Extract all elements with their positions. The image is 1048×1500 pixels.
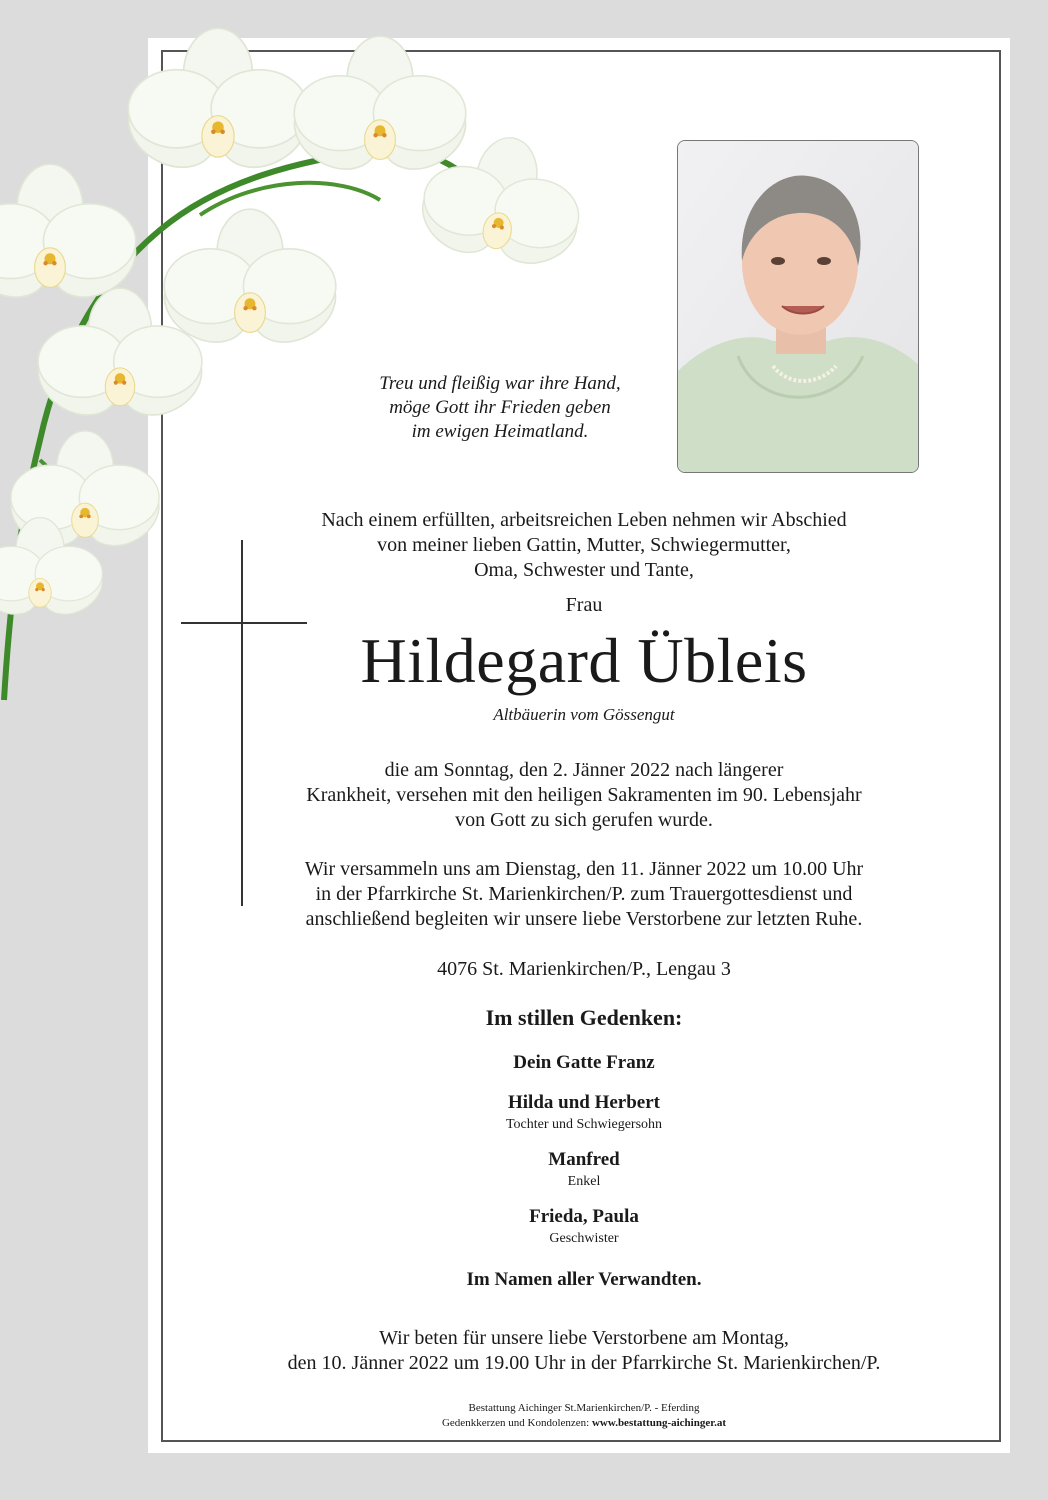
salutation: Frau — [565, 594, 603, 616]
funeral-line: in der Pfarrkirche St. Marienkirchen/P. zum Trauergottesdienst und — [315, 883, 853, 905]
death-notice — [250, 758, 918, 833]
death-notice-line: Krankheit, versehen mit den heiligen Sakramenten im 90. Lebensjahr — [306, 784, 862, 806]
mourner-relation: Enkel — [567, 1174, 601, 1189]
poem-block — [350, 372, 650, 444]
mourners-heading: Im stillen Gedenken: — [485, 1005, 683, 1030]
intro-line: von meiner lieben Gattin, Mutter, Schwiegermutter, — [377, 534, 791, 556]
intro-line: Nach einem erfüllten, arbeitsreichen Leben nehmen wir Abschied — [321, 509, 847, 531]
poem-line: möge Gott ihr Frieden geben — [389, 397, 611, 418]
mourner-relation: Geschwister — [549, 1231, 619, 1246]
footer-line — [250, 1416, 918, 1431]
funeral-info — [250, 857, 918, 932]
prayer-info — [250, 1326, 918, 1376]
intro-text — [250, 508, 918, 583]
prayer-line: Wir beten für unsere liebe Verstorbene am Montag, — [379, 1327, 789, 1349]
footer-line: Bestattung Aichinger St.Marienkirchen/P. - Eferding — [468, 1402, 700, 1414]
mourner-name: Dein Gatte Franz — [513, 1052, 655, 1073]
deceased-subtitle: Altbäuerin vom Gössengut — [493, 705, 675, 724]
prayer-line: den 10. Jänner 2022 um 19.00 Uhr in der Pfarrkirche St. Marienkirchen/P. — [287, 1352, 881, 1374]
deceased-name: Hildegard Übleis — [360, 625, 808, 696]
mourner-name: Hilda und Herbert — [507, 1092, 660, 1113]
funeral-line: Wir versammeln uns am Dienstag, den 11. Jänner 2022 um 10.00 Uhr — [304, 858, 864, 880]
funeral-line: anschließend begleiten wir unsere liebe Verstorbene zur letzten Ruhe. — [305, 908, 863, 930]
footer — [250, 1401, 918, 1431]
footer-url[interactable]: www.bestattung-aichinger.at — [591, 1417, 727, 1429]
poem-line: im ewigen Heimatland. — [411, 421, 589, 442]
footer-label: Gedenkkerzen und Kondolenzen: — [441, 1417, 592, 1429]
death-notice-line: die am Sonntag, den 2. Jänner 2022 nach längerer — [384, 759, 784, 781]
mourner-name: Frieda, Paula — [529, 1206, 639, 1227]
cross-icon — [241, 540, 243, 906]
cross-icon-bar — [181, 622, 307, 624]
mourner-name: Manfred — [548, 1149, 620, 1170]
intro-line: Oma, Schwester und Tante, — [474, 559, 694, 581]
poem-line: Treu und fleißig war ihre Hand, — [379, 373, 621, 394]
address: 4076 St. Marienkirchen/P., Lengau 3 — [437, 958, 731, 980]
closing-line: Im Namen aller Verwandten. — [466, 1269, 702, 1290]
death-notice-line: von Gott zu sich gerufen wurde. — [455, 809, 713, 831]
mourner-relation: Tochter und Schwiegersohn — [505, 1117, 663, 1132]
portrait-photo — [677, 140, 919, 473]
